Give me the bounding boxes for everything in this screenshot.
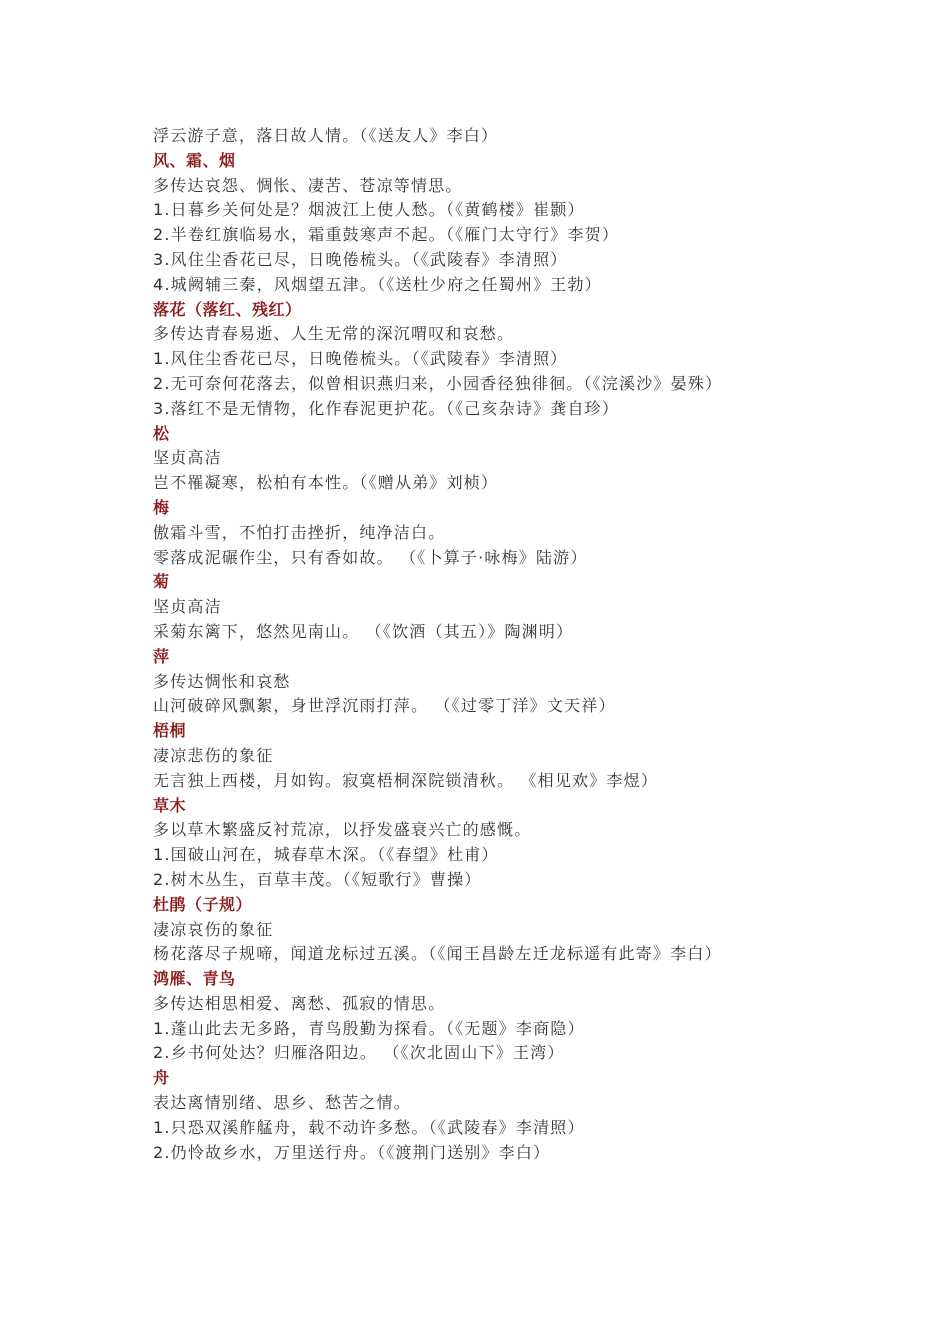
text-line: 2.乡书何处达？归雁洛阳边。 （《次北固山下》王湾） <box>153 1043 565 1063</box>
text-line: 零落成泥碾作尘，只有香如故。 （《卜算子·咏梅》陆游） <box>153 547 588 567</box>
section-heading: 鸿雁、青鸟 <box>153 969 236 989</box>
text-line: 傲霜斗雪，不怕打击挫折，纯净洁白。 <box>153 522 446 542</box>
text-line: 采菊东篱下，悠然见南山。 （《饮酒（其五）》陶渊明） <box>153 621 574 641</box>
section-heading: 菊 <box>153 572 170 592</box>
text-line: 多以草木繁盛反衬荒凉，以抒发盛衰兴亡的感慨。 <box>153 820 532 840</box>
text-line: 凄凉哀伤的象征 <box>153 919 274 939</box>
text-line: 1.蓬山此去无多路，青鸟殷勤为探看。（《无题》李商隐） <box>153 1018 585 1038</box>
text-line: 杨花落尽子规啼，闻道龙标过五溪。（《闻王昌龄左迁龙标遥有此寄》李白） <box>153 944 722 964</box>
section-heading: 风、霜、烟 <box>153 150 236 170</box>
text-line: 多传达青春易逝、人生无常的深沉喟叹和哀愁。 <box>153 324 515 344</box>
text-line: 3.风住尘香花已尽，日晚倦梳头。（《武陵春》李清照） <box>153 249 568 269</box>
text-line: 多传达哀怨、惆怅、凄苦、苍凉等情思。 <box>153 175 463 195</box>
text-line: 坚贞高洁 <box>153 597 222 617</box>
text-line: 凄凉悲伤的象征 <box>153 745 274 765</box>
text-line: 岂不罹凝寒，松柏有本性。（《赠从弟》刘桢） <box>153 473 499 493</box>
section-heading: 梧桐 <box>153 721 187 741</box>
text-line: 1.风住尘香花已尽，日晚倦梳头。（《武陵春》李清照） <box>153 349 568 369</box>
section-heading: 萍 <box>153 646 170 666</box>
text-line: 2.无可奈何花落去，似曾相识燕归来，小园香径独徘徊。（《浣溪沙》晏殊） <box>153 373 723 393</box>
section-heading: 草木 <box>153 795 187 815</box>
text-line: 山河破碎风飘絮，身世浮沉雨打萍。 （《过零丁洋》文天祥） <box>153 696 616 716</box>
text-line: 4.城阙辅三秦，风烟望五津。（《送杜少府之任蜀州》王勃） <box>153 274 602 294</box>
text-line: 2.仍怜故乡水，万里送行舟。（《渡荆门送别》李白） <box>153 1142 551 1162</box>
text-line: 2.树木丛生，百草丰茂。（《短歌行》曹操） <box>153 869 482 889</box>
section-heading: 梅 <box>153 497 170 517</box>
text-line: 1.日暮乡关何处是？烟波江上使人愁。（《黄鹤楼》崔颢） <box>153 200 585 220</box>
section-heading: 舟 <box>153 1068 170 1088</box>
text-line: 无言独上西楼，月如钩。寂寞梧桐深院锁清秋。 《相见欢》李煜） <box>153 770 659 790</box>
text-line: 坚贞高洁 <box>153 448 222 468</box>
text-line: 多传达相思相爱、离愁、孤寂的情思。 <box>153 993 446 1013</box>
section-heading: 落花（落红、残红） <box>153 299 302 319</box>
section-heading: 杜鹃（子规） <box>153 894 253 914</box>
text-line: 1.只恐双溪舴艋舟，载不动许多愁。（《武陵春》李清照） <box>153 1117 585 1137</box>
text-line: 3.落红不是无情物，化作春泥更护花。（《己亥杂诗》龚自珍） <box>153 398 620 418</box>
text-line: 多传达惆怅和哀愁 <box>153 671 291 691</box>
section-heading: 松 <box>153 423 170 443</box>
document-page <box>153 124 813 1165</box>
text-line: 2.半卷红旗临易水，霜重鼓寒声不起。（《雁门太守行》李贺） <box>153 225 620 245</box>
text-line: 表达离情别绪、思乡、愁苦之情。 <box>153 1093 412 1113</box>
text-line: 浮云游子意，落日故人情。（《送友人》李白） <box>153 126 499 145</box>
text-line: 1.国破山河在，城春草木深。（《春望》杜甫） <box>153 845 499 865</box>
